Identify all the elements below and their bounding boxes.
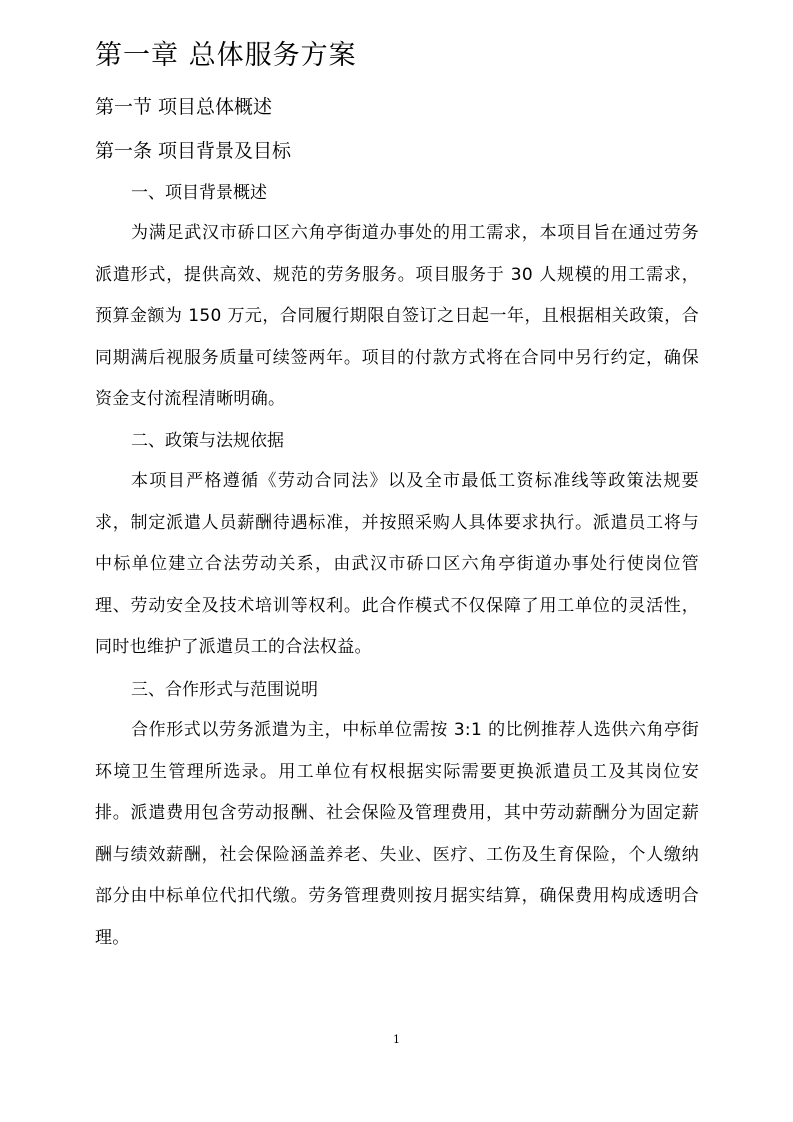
paragraph-background: 为满足武汉市硚口区六角亭街道办事处的用工需求，本项目旨在通过劳务派遣形式，提供高效、规范的劳务服务。项目服务于 30 人规模的用工需求，预算金额为 150 万元，合同履行期限自签订之日起一年，且根据相关政策，合同期满后视服务质量可续签两年。项目的付款方式将在合同中另行约定，确保资金支付流程清晰明确。 [95,223,699,409]
paragraph-policy: 本项目严格遵循《劳动合同法》以及全市最低工资标准线等政策法规要求，制定派遣人员薪酬待遇标准，并按照采购人具体要求执行。派遣员工将与中标单位建立合法劳动关系，由武汉市硚口区六角亭街道办事处行使岗位管理、劳动安全及技术培训等权利。此合作模式不仅保障了用工单位的灵活性，同时也维护了派遣员工的合法权益。 [95,471,699,657]
sub-heading-policy: 二、政策与法规依据 [131,431,284,451]
sub-heading-background: 一、项目背景概述 [131,183,267,203]
sub-heading-cooperation: 三、合作形式与范围说明 [131,680,318,700]
article-title: 第一条 项目背景及目标 [95,140,292,162]
chapter-title: 第一章 总体服务方案 [95,40,357,71]
page-number: 1 [393,1033,400,1046]
paragraph-cooperation: 合作形式以劳务派遣为主，中标单位需按 3:1 的比例推荐人选供六角亭街环境卫生管理所选录。用工单位有权根据实际需要更换派遣员工及其岗位安排。派遣费用包含劳动报酬、社会保险及管理费用，其中劳动薪酬分为固定薪酬与绩效薪酬，社会保险涵盖养老、失业、医疗、工伤及生育保险，个人缴纳部分由中标单位代扣代缴。劳务管理费则按月据实结算，确保费用构成透明合理。 [95,720,699,948]
section-title: 第一节 项目总体概述 [95,96,273,118]
